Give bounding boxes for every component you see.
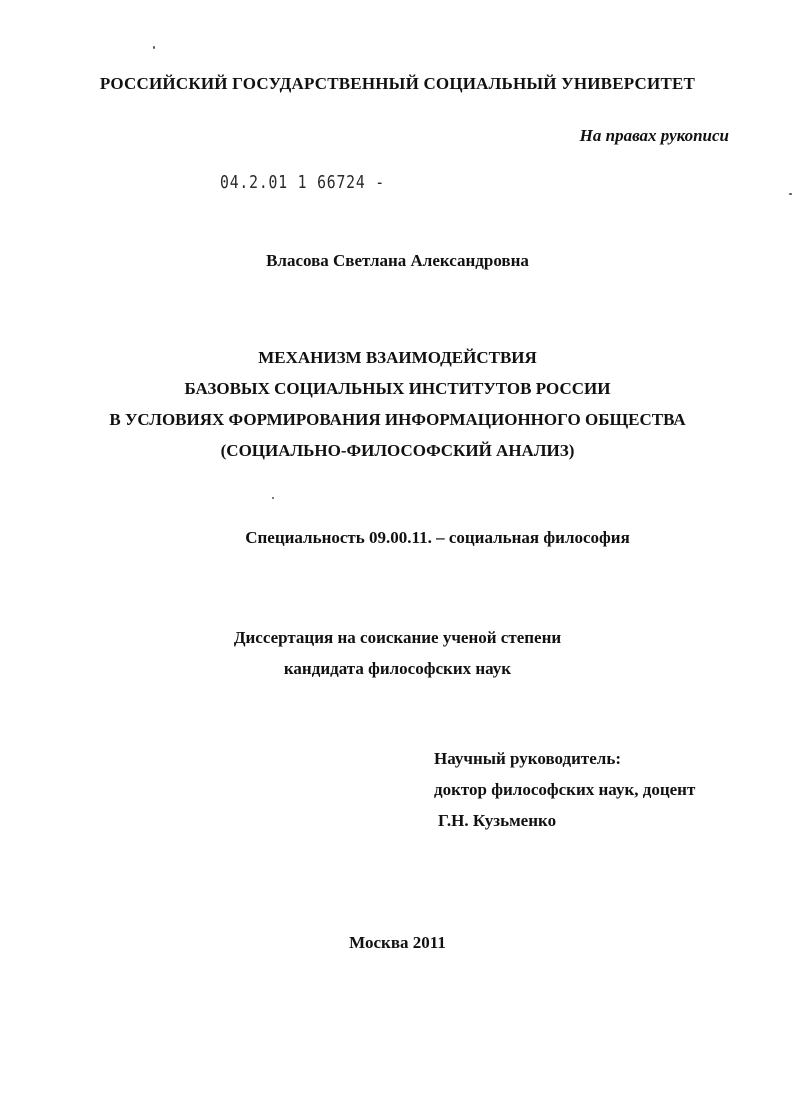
rights-note: На правах рукописи [579,126,729,145]
supervisor-label: Научный руководитель: [434,749,621,768]
title-line-3: В УСЛОВИЯХ ФОРМИРОВАНИЯ ИНФОРМАЦИОННОГО ОБЩЕСТВА [109,410,686,429]
scan-speck [272,497,274,499]
specialty-line: Специальность 09.00.11. – социальная философия [245,528,630,547]
supervisor-block [434,743,695,836]
title-line-4: (СОЦИАЛЬНО-ФИЛОСОФСКИЙ АНАЛИЗ) [220,441,575,460]
university-name: РОССИЙСКИЙ ГОСУДАРСТВЕННЫЙ СОЦИАЛЬНЫЙ УНИВЕРСИТЕТ [99,74,696,93]
scan-speck [789,193,792,195]
author-name: Власова Светлана Александровна [266,251,529,270]
degree-line-2: кандидата философских наук [283,659,512,678]
city-year: Москва 2011 [349,933,446,952]
supervisor-name: Г.Н. Кузьменко [438,811,557,830]
degree-line-1: Диссертация на соискание ученой степени [233,628,562,647]
title-line-1: МЕХАНИЗМ ВЗАИМОДЕЙСТВИЯ [258,348,537,367]
scan-speck [153,46,155,49]
degree-statement [0,622,795,684]
library-stamp-code: 04.2.01 1 66724 - [220,172,386,193]
dissertation-title [0,342,795,466]
title-line-2: БАЗОВЫХ СОЦИАЛЬНЫХ ИНСТИТУТОВ РОССИИ [184,379,611,398]
supervisor-credentials: доктор философских наук, доцент [434,780,696,799]
